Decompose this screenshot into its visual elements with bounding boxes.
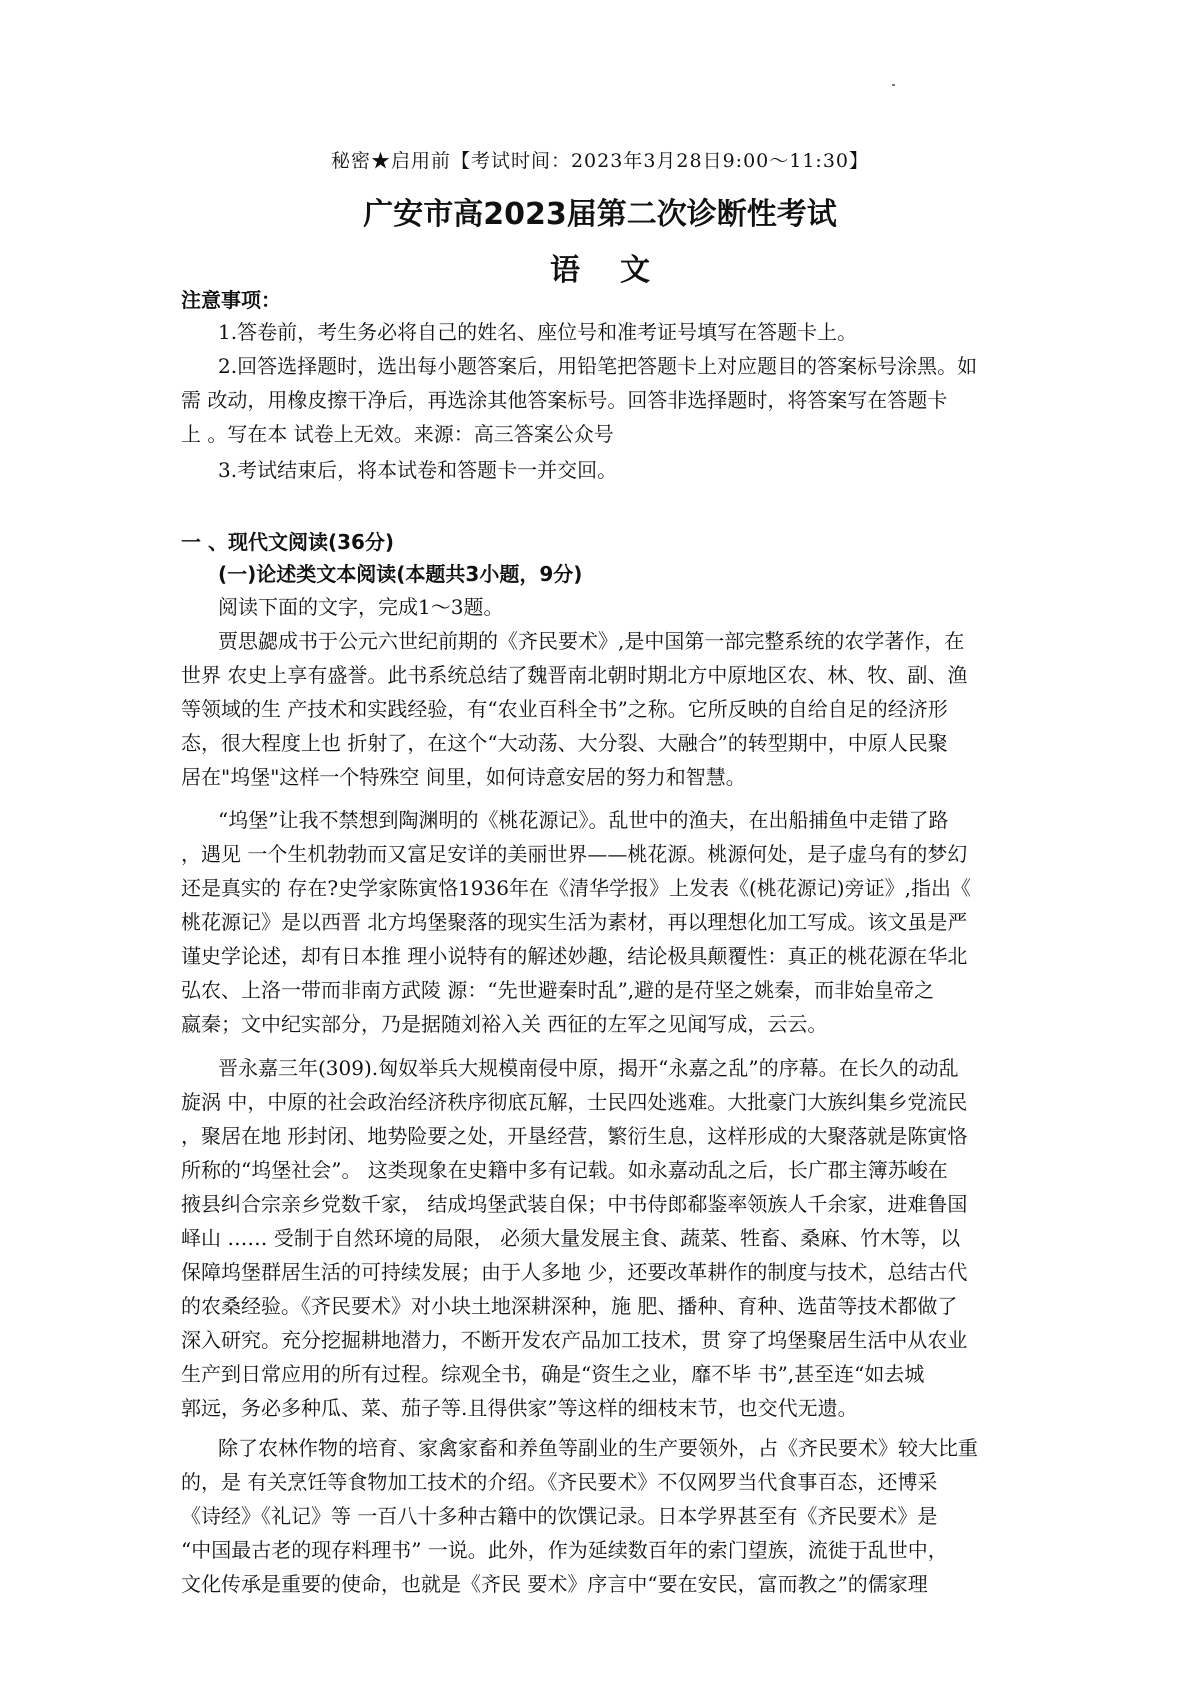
passage-line: 等领域的生 产技术和实践经验，有“农业百科全书”之称。它所反映的自给自足的经济形 (181, 697, 948, 721)
notice-heading: 注意事项： (181, 288, 281, 312)
passage-line: 旋涡 中，中原的社会政治经济秩序彻底瓦解，士民四处逃难。大批豪门大族纠集乡党流民 (181, 1090, 968, 1114)
exam-title: 广安市高2023届第二次诊断性考试 (363, 197, 837, 232)
passage-line: 态，很大程度上也 折射了，在这个“大动荡、大分裂、大融合”的转型期中，中原人民聚 (181, 731, 948, 755)
passage-line: 文化传承是重要的使命，也就是《齐民 要术》序言中“要在安民，富而教之”的儒家理 (181, 1572, 928, 1596)
passage-line: 桃花源记》是以西晋 北方坞堡聚落的现实生活为素材，再以理想化加工写成。该文虽是严 (181, 910, 968, 934)
passage-line: 所称的“坞堡社会”。 这类现象在史籍中多有记载。如永嘉动乱之后，长广郡主簿苏峻在 (181, 1158, 948, 1182)
passage-line: 《诗经》《礼记》等 一百八十多种古籍中的饮馔记录。日本学界甚至有《齐民要术》是 (181, 1504, 938, 1528)
notice-line: 1.答卷前，考生务必将自己的姓名、座位号和准考证号填写在答题卡上。 (218, 320, 858, 344)
notice-line: 需 改动，用橡皮擦干净后，再选涂其他答案标号。回答非选择题时，将答案写在答题卡 (181, 388, 948, 412)
passage-line: 深入研究。充分挖掘耕地潜力，不断开发农产品加工技术，贯 穿了坞堡聚居生活中从农业 (181, 1328, 968, 1352)
passage-line: 居在"坞堡"这样一个特殊空 间里，如何诗意安居的努力和智慧。 (181, 765, 746, 789)
passage-line: 郭远，务必多种瓜、菜、茄子等.且得供家”等这样的细枝末节，也交代无遗。 (181, 1396, 858, 1420)
passage-line: ，聚居在地 形封闭、地势险要之处，开垦经营，繁衍生息，这样形成的大聚落就是陈寅恪 (181, 1124, 968, 1148)
passage-line: 世界 农史上享有盛誉。此书系统总结了魏晋南北朝时期北方中原地区农、林、牧、副、渔 (181, 663, 968, 687)
notice-line: 上 。写在本 试卷上无效。来源：高三答案公众号 (181, 422, 614, 446)
passage-line: 的，是 有关烹饪等食物加工技术的介绍。《齐民要术》不仅网罗当代食事百态，还博采 (181, 1470, 938, 1494)
passage-line: 弘农、上洛一带而非南方武陵 源：“先世避秦时乱”,避的是苻坚之姚秦，而非始皇帝之 (181, 978, 935, 1002)
passage-line: 掖县纠合宗亲乡党数千家， 结成坞堡武装自保；中书侍郎郗鉴率领族人千余家，进难鲁国 (181, 1192, 968, 1216)
passage-line: 除了农林作物的培育、家禽家畜和养鱼等副业的生产要领外，占《齐民要术》较大比重 (218, 1436, 978, 1460)
notice-line: 2.回答选择题时，选出每小题答案后，用铅笔把答题卡上对应题目的答案标号涂黑。如 (218, 354, 978, 378)
passage-line: 峄山 …… 受制于自然环境的局限， 必须大量发展主食、蔬菜、牲畜、桑麻、竹木等，以 (181, 1226, 961, 1250)
passage-line: 谨史学论述，却有日本推 理小说特有的解述妙趣，结论极具颠覆性：真正的桃花源在华北 (181, 944, 968, 968)
passage-line: 贾思勰成书于公元六世纪前期的《齐民要术》,是中国第一部完整系统的农学著作，在 (218, 629, 965, 653)
passage-line: “中国最古老的现存料理书” 一说。此外，作为延续数百年的索门望族，流徙于乱世中， (181, 1538, 948, 1562)
passage-line: “坞堡”让我不禁想到陶渊明的《桃花源记》。乱世中的渔夫，在出船捕鱼中走错了路 (218, 808, 949, 832)
passage-line: ，遇见 一个生机勃勃而又富足安详的美丽世界——桃花源。桃源何处，是子虚乌有的梦幻 (181, 842, 968, 866)
section-heading: 一 、现代文阅读(36分) (181, 530, 395, 554)
section-subheading: (一)论述类文本阅读(本题共3小题，9分) (218, 562, 583, 586)
confidential-line: 秘密★启用前【考试时间：2023年3月28日9:00～11:30】 (330, 150, 870, 172)
section-instruction: 阅读下面的文字，完成1～3题。 (218, 595, 504, 619)
notice-line: 3.考试结束后，将本试卷和答题卡一并交回。 (218, 458, 618, 482)
passage-line: 晋永嘉三年(309).匈奴举兵大规模南侵中原，揭开“永嘉之乱”的序幕。在长久的动乱 (218, 1056, 959, 1080)
scan-speck (892, 84, 895, 86)
passage-line: 生产到日常应用的所有过程。综观全书，确是“资生之业，靡不毕 书”,甚至连“如去城 (181, 1362, 925, 1386)
passage-line: 的农桑经验。《齐民要术》对小块土地深耕深种，施 肥、播种、育种、选苗等技术都做了 (181, 1294, 958, 1318)
passage-line: 保障坞堡群居生活的可持续发展；由于人多地 少，还要改革耕作的制度与技术，总结古代 (181, 1260, 968, 1284)
passage-line: 还是真实的 存在?史学家陈寅恪1936年在《清华学报》上发表《(桃花源记)旁证》,指出《 (181, 876, 971, 900)
subject-title: 语文 (550, 253, 690, 288)
passage-line: 嬴秦；文中纪实部分，乃是据随刘裕入关 西征的左军之见闻写成，云云。 (181, 1012, 828, 1036)
